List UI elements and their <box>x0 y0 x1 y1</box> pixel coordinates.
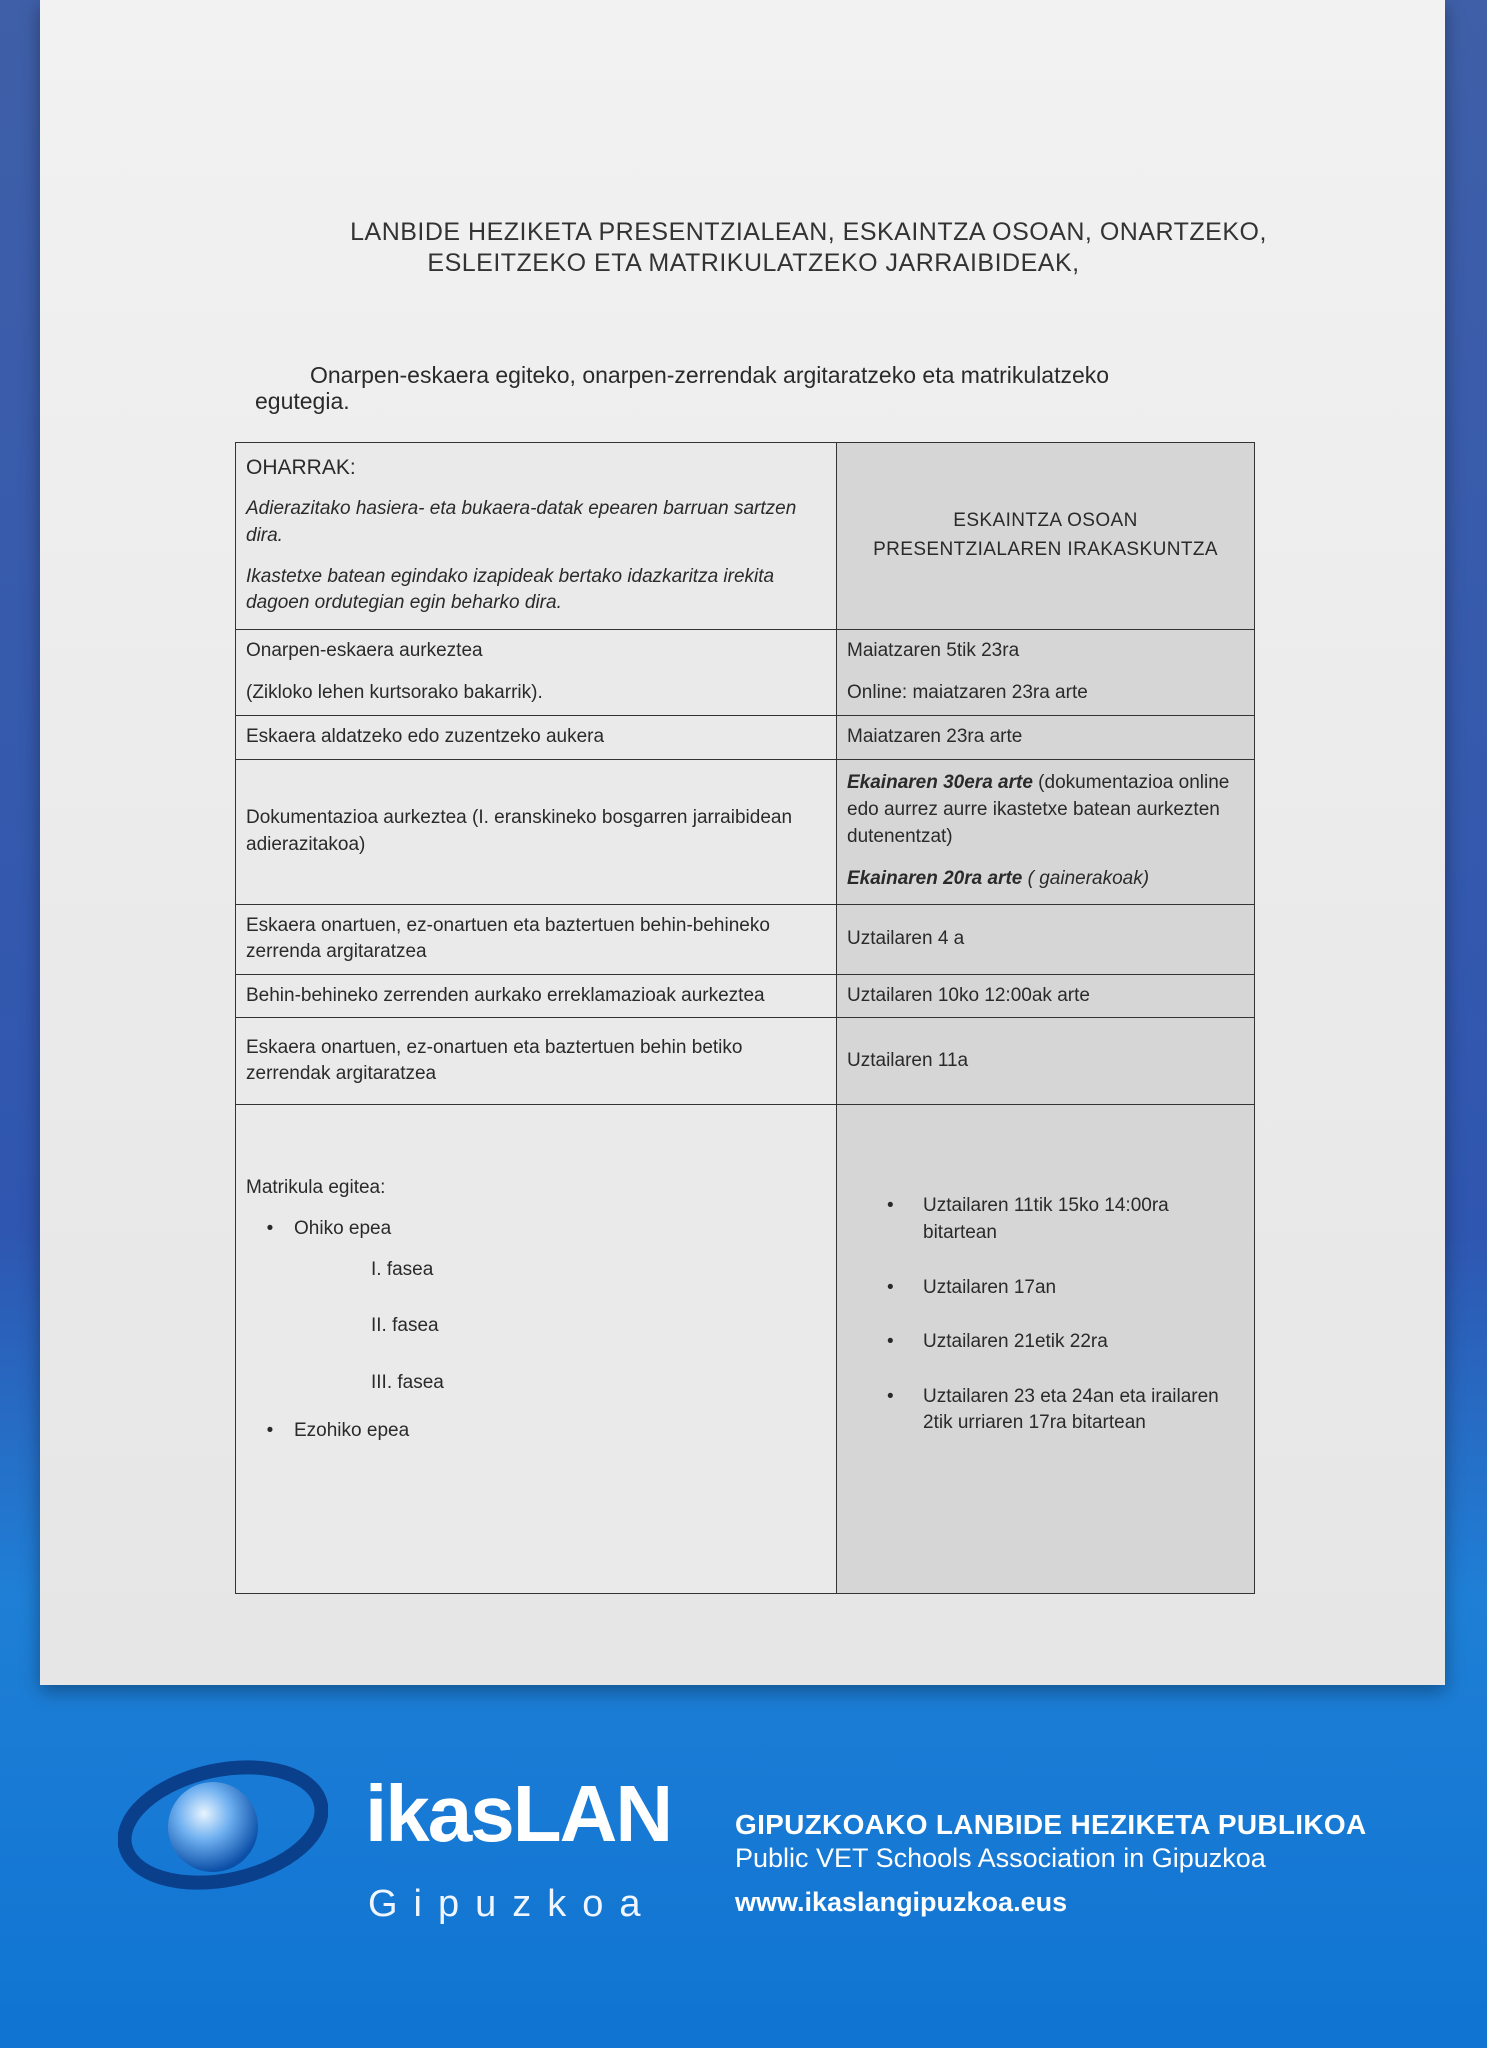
extraordinary-period: Ezohiko epea <box>294 1420 410 1442</box>
table-row <box>236 759 1255 904</box>
deadline-bold: Ekainaren 30era arte <box>847 772 1033 794</box>
column-heading-line-2: PRESENTZIALAREN IRAKASKUNTZA <box>873 538 1218 560</box>
document-title <box>0 218 1487 278</box>
enrolment-date-2: Uztailaren 17an <box>923 1276 1057 1298</box>
phase-1: I. fasea <box>371 1258 434 1280</box>
ordinary-period: Ohiko epea <box>294 1217 392 1239</box>
title-line-2: ESLEITZEKO ETA MATRIKULATZEKO JARRAIBIDEAK, <box>427 249 1080 277</box>
row-label-line: (Zikloko lehen kurtsorako bakarrik). <box>246 682 543 704</box>
intro-line-1: Onarpen-eskaera egiteko, onarpen-zerrendak argitaratzeko eta matrikulatzeko <box>310 362 1110 388</box>
column-heading-line-1: ESKAINTZA OSOAN <box>953 510 1138 532</box>
phase-2: II. fasea <box>371 1315 439 1337</box>
row-label: Dokumentazioa aurkeztea (I. eranskineko bosgarren jarraibidean adierazitakoa) <box>236 759 837 904</box>
brand-name: ikasLAN <box>365 1769 672 1858</box>
deadline-detail: ( gainerakoak) <box>1022 868 1150 890</box>
deadline-bold: Ekainaren 20ra arte <box>847 868 1023 890</box>
list-item: • Ezohiko epea <box>266 1420 410 1442</box>
enrolment-date-1: Uztailaren 11tik 15ko 14:00ra bitartean <box>923 1195 1169 1243</box>
row-label <box>236 629 837 715</box>
deadline-detail: (dokumentazioa online edo aurrez aurre ikastetxe batean aurkezten dutenentzat) <box>847 772 1230 847</box>
association-info <box>735 1808 1366 1918</box>
row-label: Behin-behineko zerrenden aurkako erreklamazioak aurkeztea <box>236 974 837 1018</box>
note-1: Adierazitako hasiera- eta bukaera-datak epearen barruan sartzen dira. <box>246 498 797 546</box>
calendar-table <box>235 442 1255 1594</box>
list-item: • Uztailaren 17an <box>887 1275 1244 1302</box>
ikaslan-logo-icon <box>118 1755 328 1895</box>
association-name: GIPUZKOAKO LANBIDE HEZIKETA PUBLIKOA <box>735 1809 1367 1840</box>
row-label: Eskaera onartuen, ez-onartuen eta baztertuen behin betiko zerrendak argitaratzea <box>236 1018 837 1105</box>
list-item: • Ohiko epea <box>266 1217 392 1239</box>
table-row <box>236 715 1255 759</box>
brand-subtitle: Gipuzkoa <box>368 1883 657 1925</box>
phase-3: III. fasea <box>371 1371 444 1393</box>
row-value <box>837 629 1255 715</box>
row-label-line: Onarpen-eskaera aurkeztea <box>246 639 483 661</box>
association-name-en: Public VET Schools Association in Gipuzkoa <box>735 1842 1266 1873</box>
enrolment-heading: Matrikula egitea: <box>246 1177 386 1199</box>
table-row <box>236 443 1255 630</box>
column-heading-cell <box>837 443 1255 630</box>
table-row <box>236 629 1255 715</box>
enrolment-cell <box>236 1105 837 1594</box>
row-value <box>837 759 1255 904</box>
row-value-line: Maiatzaren 5tik 23ra <box>847 639 1020 661</box>
enrolment-date-4: Uztailaren 23 eta 24an eta irailaren 2tik urriaren 17ra bitartean <box>923 1385 1219 1434</box>
table-row <box>236 974 1255 1018</box>
website-link[interactable]: www.ikaslangipuzkoa.eus <box>735 1886 1068 1917</box>
notes-cell <box>236 443 837 630</box>
table-row <box>236 1105 1255 1594</box>
row-value-line: Online: maiatzaren 23ra arte <box>847 682 1088 704</box>
intro-paragraph <box>255 362 1205 415</box>
intro-line-2: egutegia. <box>255 388 350 415</box>
row-label: Eskaera aldatzeko edo zuzentzeko aukera <box>236 715 837 759</box>
row-value: Uztailaren 10ko 12:00ak arte <box>837 974 1255 1018</box>
row-value: Maiatzaren 23ra arte <box>837 715 1255 759</box>
row-value: Uztailaren 4 a <box>837 904 1255 974</box>
list-item: • Uztailaren 21etik 22ra <box>887 1329 1244 1356</box>
title-line-1: LANBIDE HEZIKETA PRESENTZIALEAN, ESKAINTZA OSOAN, ONARTZEKO, <box>350 218 1267 246</box>
list-item: • Uztailaren 11tik 15ko 14:00ra bitartean <box>887 1193 1244 1246</box>
enrolment-date-3: Uztailaren 21etik 22ra <box>923 1331 1108 1353</box>
row-label: Eskaera onartuen, ez-onartuen eta baztertuen behin-behineko zerrenda argitaratzea <box>236 904 837 974</box>
table-row <box>236 904 1255 974</box>
note-2: Ikastetxe batean egindako izapideak bertako idazkaritza irekita dagoen ordutegian egin beharko dira. <box>246 565 775 614</box>
notes-heading: OHARRAK: <box>246 456 356 479</box>
enrolment-dates-cell <box>837 1105 1255 1594</box>
row-value: Uztailaren 11a <box>837 1018 1255 1105</box>
table-row <box>236 1018 1255 1105</box>
list-item: • Uztailaren 23 eta 24an eta irailaren 2tik urriaren 17ra bitartean <box>887 1384 1244 1437</box>
